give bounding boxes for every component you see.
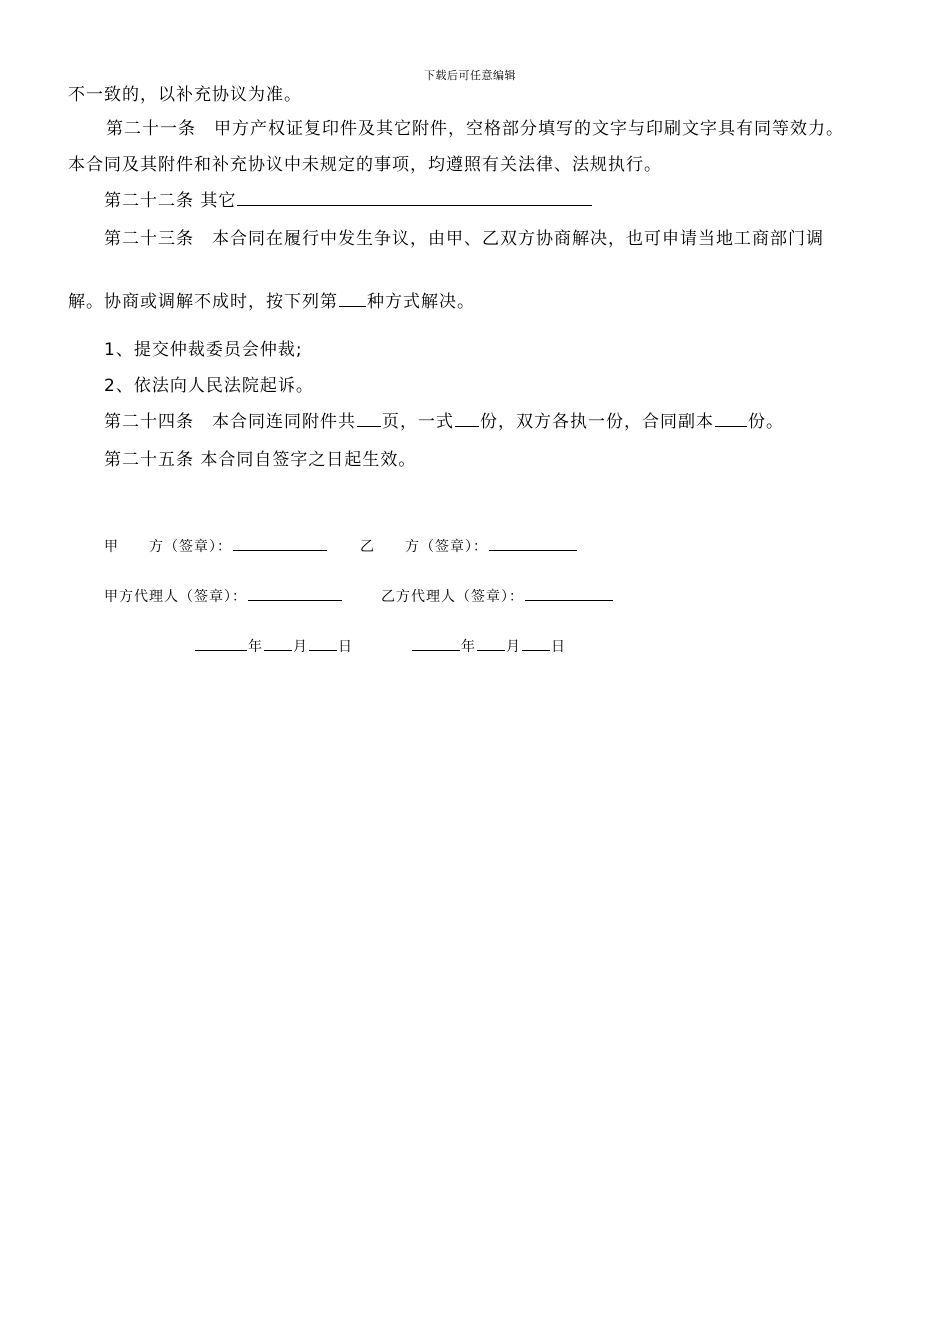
pages-count-blank[interactable] (357, 410, 381, 427)
year-a-blank[interactable] (195, 636, 247, 651)
agent-a-signature (104, 586, 343, 607)
article-24-text-a: 第二十四条 本合同连同附件共 (104, 412, 356, 432)
option-1: 1、提交仲裁委员会仲裁; (104, 340, 303, 360)
article-23: 第二十三条 本合同在履行中发生争议，由甲、乙双方协商解决，也可申请当地工商部门调 (104, 229, 824, 249)
article-22-blank[interactable] (237, 189, 592, 206)
paragraph-line-1: 不一致的，以补充协议为准。 (68, 85, 302, 105)
agent-a-sign-blank[interactable] (248, 586, 342, 601)
date-party-b (411, 636, 566, 657)
article-22 (104, 189, 593, 212)
party-a-label: 甲 方（签章）： (104, 539, 232, 555)
party-b-signature (360, 536, 578, 557)
article-21: 第二十一条 甲方产权证复印件及其它附件，空格部分填写的文字与印刷文字具有同等效力。 (106, 119, 844, 139)
article-24 (104, 410, 784, 433)
agent-b-sign-blank[interactable] (525, 586, 613, 601)
party-b-sign-blank[interactable] (489, 536, 577, 551)
day-a-label: 日 (338, 639, 353, 655)
year-a-label: 年 (248, 639, 263, 655)
duplicate-count-blank[interactable] (715, 410, 747, 427)
party-a-signature (104, 536, 328, 557)
date-party-a (194, 636, 353, 657)
article-25: 第二十五条 本合同自签字之日起生效。 (104, 450, 417, 470)
month-a-blank[interactable] (264, 636, 292, 651)
year-b-label: 年 (461, 639, 476, 655)
article-24-text-c: 份，双方各执一份，合同副本 (480, 412, 714, 432)
agent-b-label: 乙方代理人（签章）： (381, 589, 524, 605)
article-24-text-b: 页，一式 (382, 412, 454, 432)
article-21-continuation: 本合同及其附件和补充协议中未规定的事项，均遵照有关法律、法规执行。 (68, 155, 662, 175)
option-2: 2、依法向人民法院起诉。 (104, 376, 314, 396)
article-23-text-b: 种方式解决。 (367, 292, 475, 312)
year-b-blank[interactable] (412, 636, 460, 651)
article-22-label: 第二十二条 其它 (104, 191, 237, 211)
agent-b-signature (381, 586, 614, 607)
article-23-text-a: 解。协商或调解不成时，按下列第 (68, 292, 338, 312)
party-a-sign-blank[interactable] (233, 536, 327, 551)
agent-a-label: 甲方代理人（签章）： (104, 589, 247, 605)
day-b-label: 日 (551, 639, 566, 655)
article-23-continuation (68, 290, 475, 313)
page-header-note: 下载后可任意编辑 (424, 69, 516, 82)
month-b-label: 月 (506, 639, 521, 655)
party-b-label: 乙 方（签章）： (360, 539, 488, 555)
day-a-blank[interactable] (309, 636, 337, 651)
article-24-text-d: 份。 (748, 412, 784, 432)
month-b-blank[interactable] (477, 636, 505, 651)
copies-count-blank[interactable] (455, 410, 479, 427)
day-b-blank[interactable] (522, 636, 550, 651)
dispute-method-blank[interactable] (339, 290, 366, 307)
month-a-label: 月 (293, 639, 308, 655)
